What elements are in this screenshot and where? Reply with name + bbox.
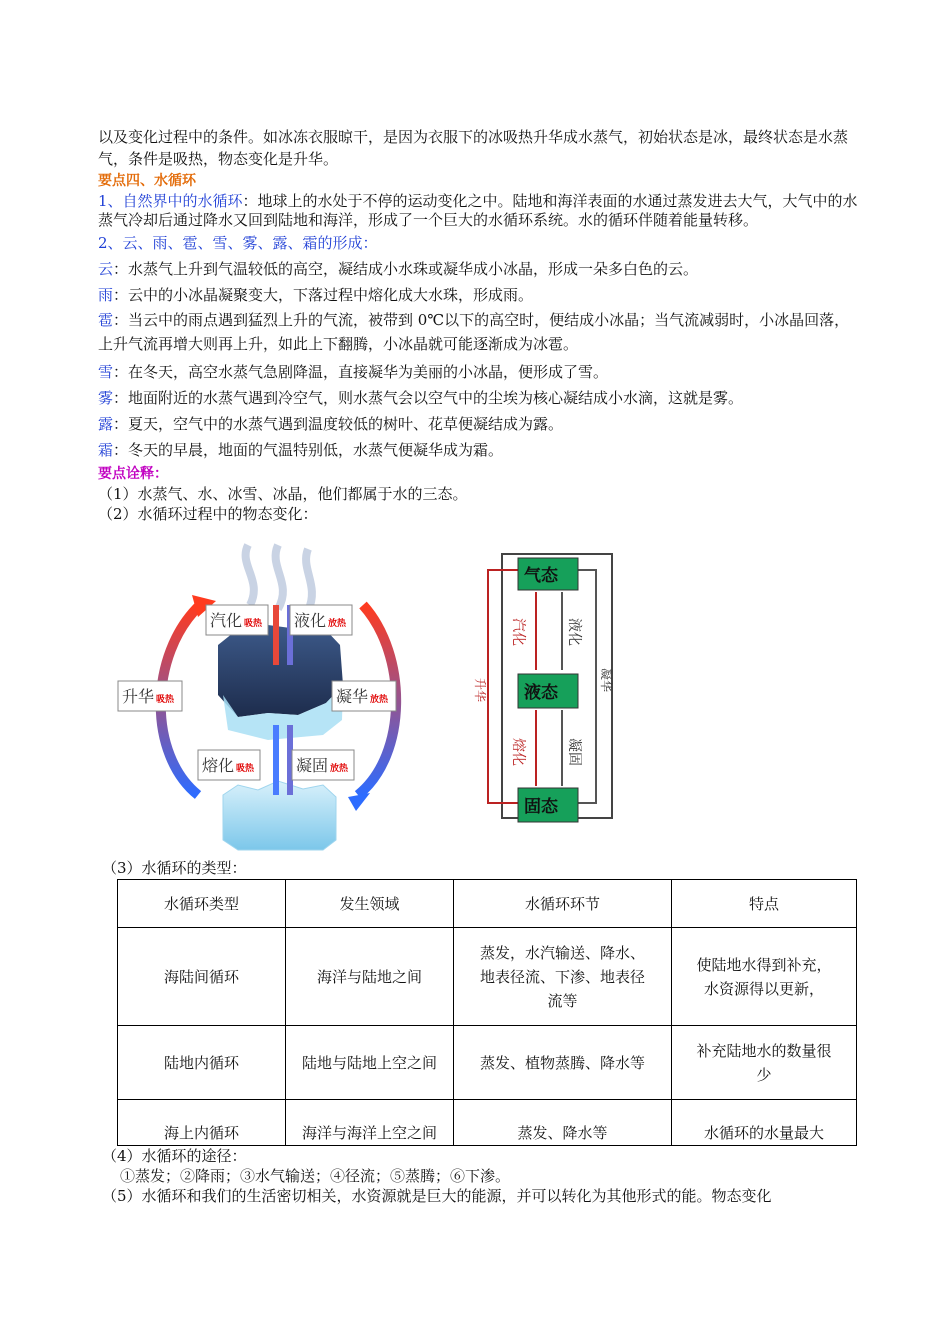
svg-text:升华: 升华 <box>122 687 155 706</box>
point-1-text: ：地球上的水处于不停的运动变化之中。陆地和海洋表面的水通过蒸发进去大气，大气中的水蒸气冷却后通过降水又回到陆地和海洋，形成了一个巨大的水循环系统。水的循环伴随着能量转移。 <box>98 192 858 229</box>
table-header: 发生领域 <box>286 880 454 928</box>
point-1-label: 1、自然界中的水循环 <box>98 192 243 210</box>
water-state-illustration <box>118 545 408 855</box>
table-header-row <box>118 880 857 928</box>
table-header: 水循环环节 <box>454 880 672 928</box>
vapor-wisp <box>306 549 312 611</box>
label-liquefy: 液化 <box>566 618 582 646</box>
box-vaporize <box>206 605 268 635</box>
svg-text:吸热: 吸热 <box>156 695 175 705</box>
label-solidify: 凝固 <box>566 738 582 766</box>
definition-snow: 雪：在冬天，高空水蒸气急剧降温，直接凝华为美丽的小冰晶，便形成了雪。 <box>98 363 609 381</box>
vapor-wisp <box>246 545 254 605</box>
box-desublimate <box>332 681 396 711</box>
label-vaporize: 汽化 <box>510 618 526 646</box>
svg-text:凝固: 凝固 <box>296 756 329 775</box>
definition-fog: 雾：地面附近的水蒸气遇到冷空气，则水蒸气会以空气中的尘埃为核心凝结成小水滴，这就是雾。 <box>98 389 744 407</box>
note-4: （4）水循环的途径： <box>102 1147 247 1165</box>
note-3: （3）水循环的类型： <box>102 859 247 877</box>
svg-text:放热: 放热 <box>330 764 349 774</box>
table-header: 水循环类型 <box>118 880 286 928</box>
svg-text:液化: 液化 <box>294 611 327 630</box>
box-sublimate <box>118 681 182 711</box>
svg-text:放热: 放热 <box>370 695 389 705</box>
water-body <box>218 625 343 717</box>
label-desublimate: 凝华 <box>599 668 613 693</box>
section-title: 要点四、水循环 <box>98 173 196 189</box>
table-header: 特点 <box>672 880 857 928</box>
label-sublimate: 升华 <box>473 678 487 703</box>
point-1 <box>98 192 858 230</box>
note-1: （1）水蒸气、水、冰雪、冰晶，他们都属于水的三态。 <box>98 485 468 503</box>
svg-text:放热: 放热 <box>328 619 347 629</box>
document-body <box>98 126 858 524</box>
label-melt: 熔化 <box>510 738 526 766</box>
svg-text:汽化: 汽化 <box>210 611 243 630</box>
table-row: 海陆间循环 海洋与陆地之间 蒸发，水汽输送、降水、 地表径流、下渗、地表径 流等 使陆地水得到补充， 水资源得以更新， <box>118 928 857 1026</box>
box-melt <box>198 750 260 780</box>
state-change-diagram <box>473 548 638 828</box>
table-row: 海上内循环 海洋与海洋上空之间 蒸发、降水等 水循环的水量最大 <box>118 1100 857 1146</box>
keypoints-title: 要点诠释： <box>98 466 168 482</box>
svg-text:凝华: 凝华 <box>336 687 369 706</box>
note-4-items: ①蒸发；②降雨；③水气输送；④径流；⑤蒸腾；⑥下渗。 <box>120 1167 511 1185</box>
definition-hail: 雹：当云中的雨点遇到猛烈上升的气流，被带到 0℃以下的高空时，便结成小冰晶；当气流减弱时，小冰晶回落，上升气流再增大则再上升，如此上下翻腾，小冰晶就可能逐渐成为冰雹。 <box>98 311 850 353</box>
svg-text:吸热: 吸热 <box>244 619 263 629</box>
table-row: 陆地内循环 陆地与陆地上空之间 蒸发、植物蒸腾、降水等 补充陆地水的数量很 少 <box>118 1026 857 1100</box>
definition-dew: 露：夏天，空气中的水蒸气遇到温度较低的树叶、花草便凝结成为露。 <box>98 415 564 433</box>
note-5: （5）水循环和我们的生活密切相关，水资源就是巨大的能源，并可以转化为其他形式的能。物态变化 <box>102 1187 772 1205</box>
state-solid <box>518 788 578 822</box>
svg-text:吸热: 吸热 <box>236 764 255 774</box>
box-liquefy <box>290 605 352 635</box>
note-2: （2）水循环过程中的物态变化： <box>98 505 318 523</box>
definition-rain: 雨：云中的小冰晶凝聚变大，下落过程中熔化成大水珠，形成雨。 <box>98 286 534 304</box>
svg-text:气态: 气态 <box>524 566 558 586</box>
svg-text:固态: 固态 <box>524 797 558 817</box>
point-2-label: 2、云、雨、雹、雪、雾、露、霜的形成： <box>98 234 378 252</box>
box-solidify <box>292 750 354 780</box>
svg-text:熔化: 熔化 <box>202 756 235 775</box>
ice-block <box>223 781 336 850</box>
water-cycle-table <box>117 879 857 1146</box>
state-liquid <box>518 674 578 708</box>
definition-frost: 霜：冬天的早晨，地面的气温特别低，水蒸气便凝华成为霜。 <box>98 441 504 459</box>
vapor-wisp <box>276 545 283 609</box>
svg-text:液态: 液态 <box>524 683 558 703</box>
intro-paragraph: 以及变化过程中的条件。如冰冻衣服晾干，是因为衣服下的冰吸热升华成水蒸气，初始状态是冰，最终状态是水蒸气，条件是吸热，物态变化是升华。 <box>98 128 849 168</box>
definition-cloud: 云：水蒸气上升到气温较低的高空，凝结成小水珠或凝华成小冰晶，形成一朵多白色的云。 <box>98 260 699 278</box>
state-gas <box>518 558 578 590</box>
after-table-notes <box>102 1146 862 1206</box>
